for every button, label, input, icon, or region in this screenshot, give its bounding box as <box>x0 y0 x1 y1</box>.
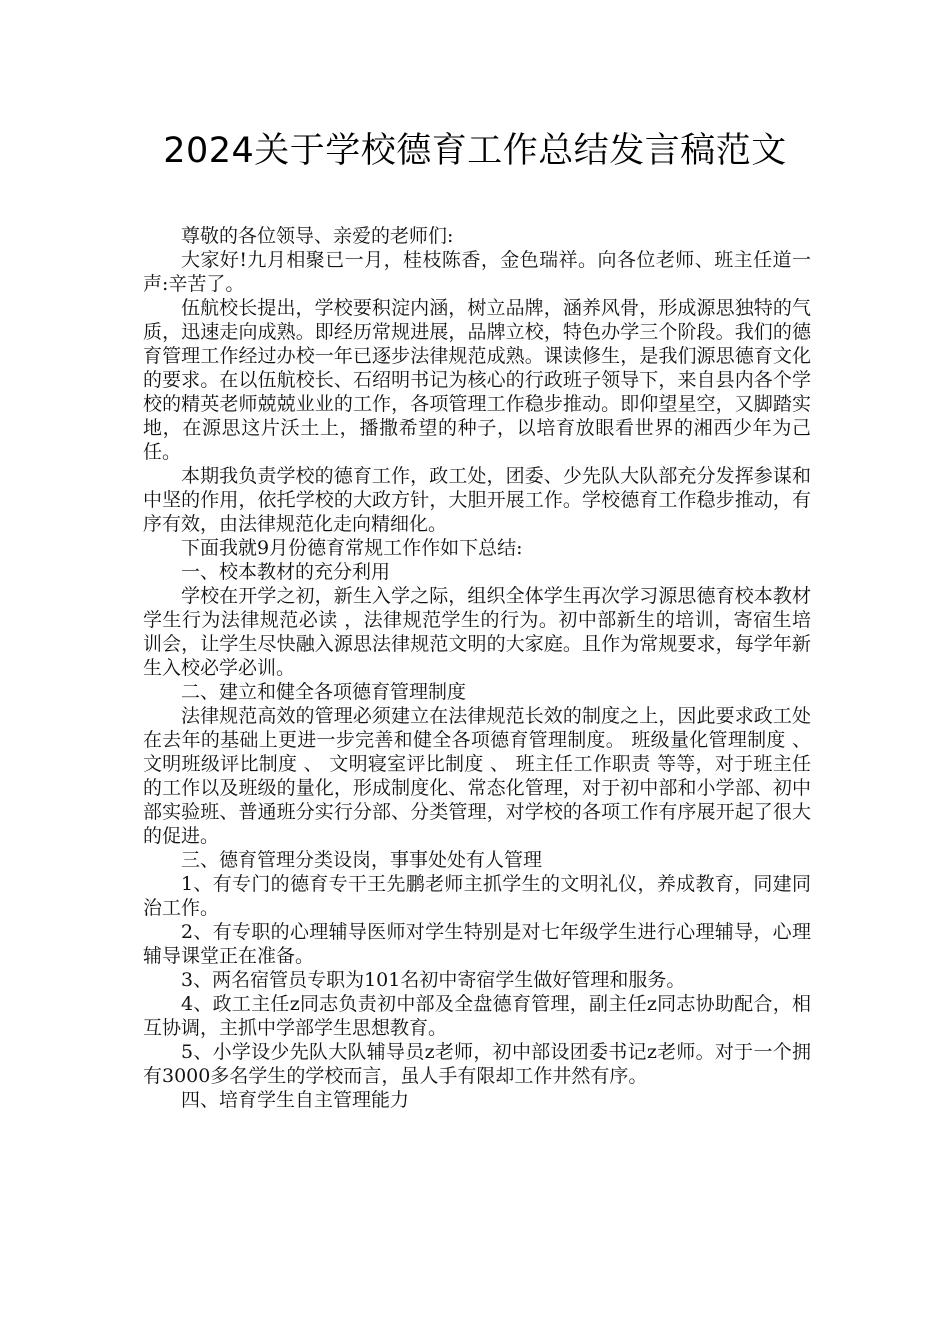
list-item: 2、有专职的心理辅导医师对学生特别是对七年级学生进行心理辅导，心理辅导课堂正在准备。 <box>143 921 811 967</box>
list-item: 4、政工主任z同志负责初中部及全盘德育管理，副主任z同志协助配合，相互协调，主抓中学部学生思想教育。 <box>143 993 811 1039</box>
body-paragraph: 伍航校长提出，学校要积淀内涵，树立品牌，涵养风骨，形成源思独特的气质，迅速走向成熟。即经历常规进展，品牌立校，特色办学三个阶段。我们的德育管理工作经过办校一年已逐步法律规范成熟。课读修生，是我们源思德育文化的要求。在以伍航校长、石绍明书记为核心的行政班子领导下，来自县内各个学校的精英老师兢兢业业的工作，各项管理工作稳步推动。即仰望星空，又脚踏实地，在源思这片沃土上，播撒希望的种子，以培育放眼看世界的湘西少年为己任。 <box>143 297 811 463</box>
body-paragraph: 本期我负责学校的德育工作，政工处，团委、少先队大队部充分发挥参谋和中坚的作用，依托学校的大政方针，大胆开展工作。学校德育工作稳步推动，有序有效，由法律规范化走向精细化。 <box>143 465 811 535</box>
list-item: 1、有专门的德育专干王先鹏老师主抓学生的文明礼仪，养成教育，同建同治工作。 <box>143 873 811 919</box>
list-item: 5、小学设少先队大队辅导员z老师，初中部设团委书记z老师。对于一个拥有3000多名学生的学校而言，虽人手有限却工作井然有序。 <box>143 1041 811 1087</box>
document-body <box>143 224 811 1112</box>
body-paragraph: 大家好!九月相聚已一月，桂枝陈香，金色瑞祥。向各位老师、班主任道一声:辛苦了。 <box>143 249 811 295</box>
list-item: 3、两名宿管员专职为101名初中寄宿学生做好管理和服务。 <box>181 969 686 991</box>
section-heading: 三、德育管理分类设岗，事事处处有人管理 <box>181 849 543 871</box>
section-heading: 四、培育学生自主管理能力 <box>181 1089 410 1111</box>
section-heading: 二、建立和健全各项德育管理制度 <box>181 681 467 703</box>
body-paragraph: 下面我就9月份德育常规工作作如下总结: <box>181 537 523 559</box>
body-paragraph: 学校在开学之初，新生入学之际，组织全体学生再次学习源思德育校本教材 学生行为法律规范必读 ，法律规范学生的行为。初中部新生的培训，寄宿生培训会，让学生尽快融入源思法律规范文明的大家庭。且作为常规要求，每学年新生入校必学必训。 <box>143 585 811 679</box>
document-title: 2024关于学校德育工作总结发言稿范文 <box>163 131 787 171</box>
section-heading: 一、校本教材的充分利用 <box>181 561 391 583</box>
salutation: 尊敬的各位领导、亲爱的老师们: <box>181 225 454 247</box>
body-paragraph: 法律规范高效的管理必须建立在法律规范长效的制度之上，因此要求政工处在去年的基础上更进一步完善和健全各项德育管理制度。 班级量化管理制度 、 文明班级评比制度 、 文明寝室评比制度 、 班主任工作职责 等等，对于班主任的工作以及班级的量化，形成制度化、常态化管理，对于初中部和小学部、初中部实验班、普通班分实行分部、分类管理，对学校的各项工作有序展开起了很大的促进。 <box>143 705 811 847</box>
